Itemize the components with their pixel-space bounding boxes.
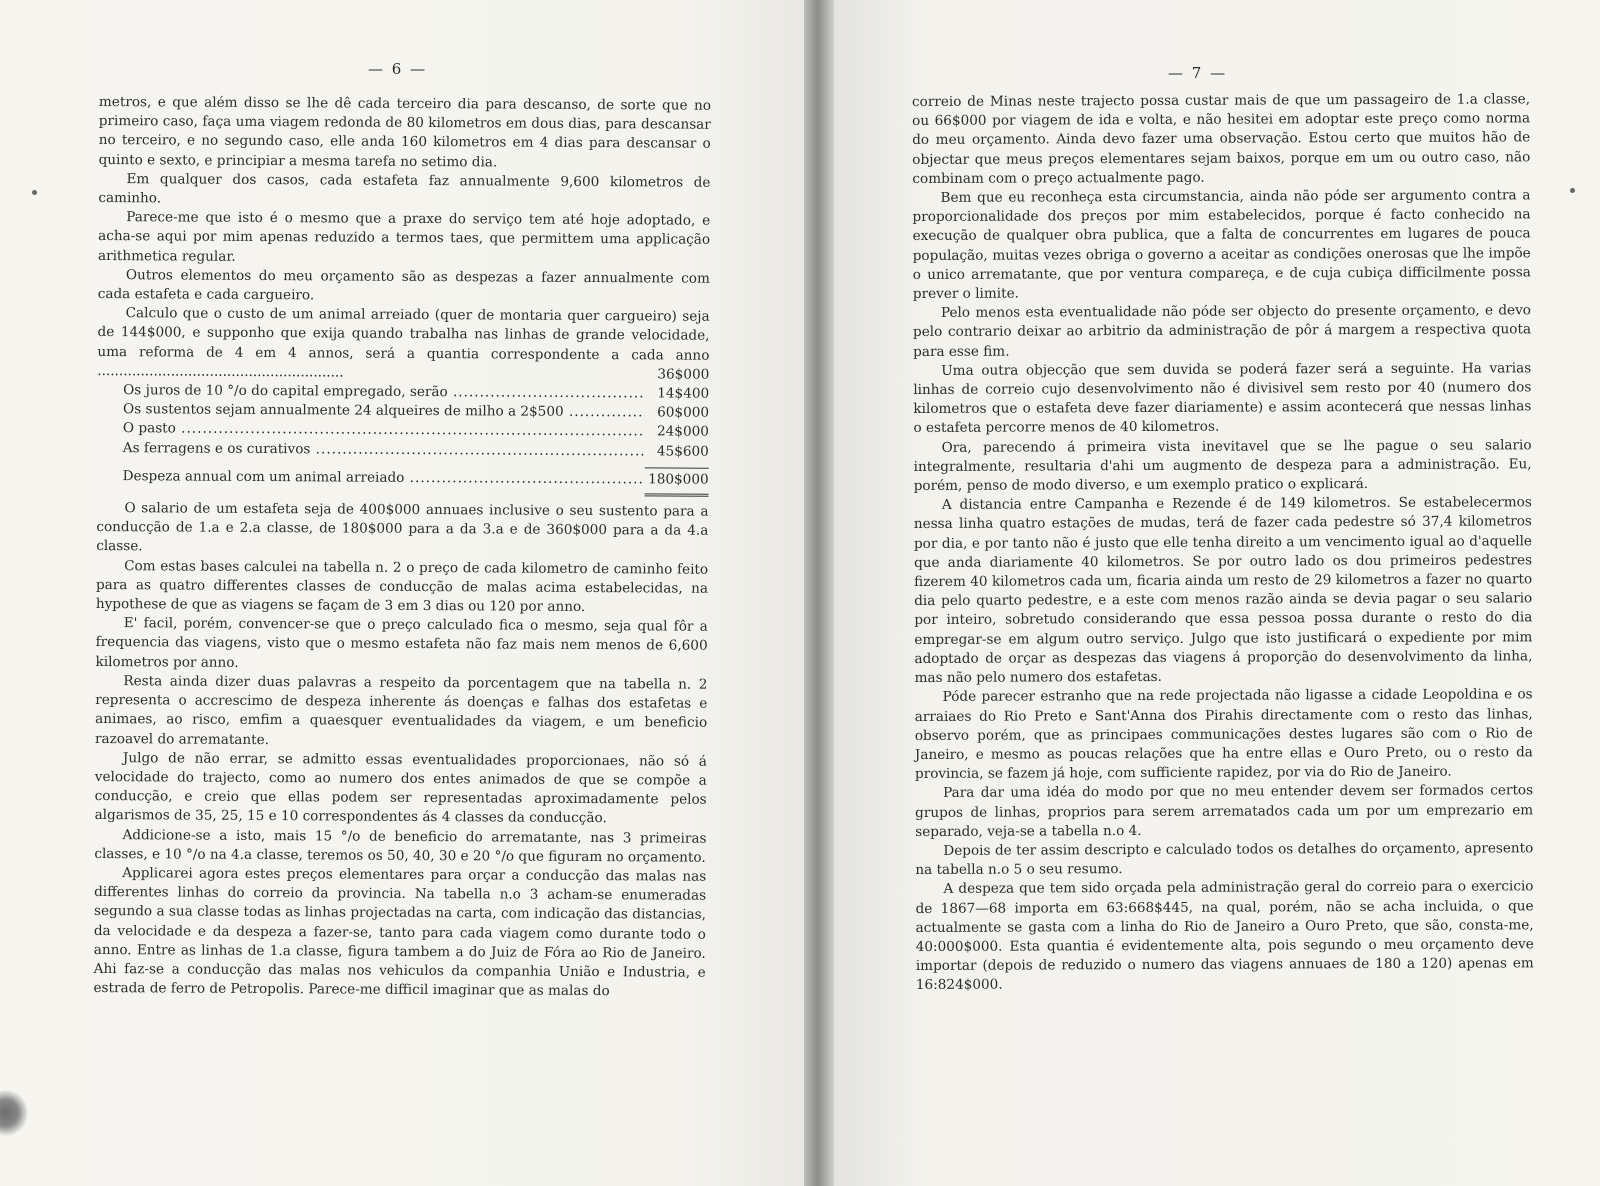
paragraph: Pelo menos esta eventualidade não póde ser objecto do presente orçamento, e devo pelo contrario deixar ao arbitrio da administração de pôr á margem a respectiva quota para esse fim.: [913, 302, 1532, 360]
paragraph: Outros elementos do meu orçamento são as despezas a fazer annualmente com cada estafeta e cada cargueiro.: [97, 266, 710, 304]
paragraph: Parece-me que isto é o mesmo que a praxe do serviço tem até hoje adoptado, e acha-se aqui por mim apenas reduzido a termos taes, que permittem uma applicação arithmetica regular.: [97, 209, 711, 265]
cost-row: [97, 439, 709, 462]
paragraph: O salario de um estafeta seja de 400$000 annuaes inclusive o seu sustento para a conducção de 1.a e 2.a classe, de 180$000 para a da 3.a e de 360$000 para a da 4.a classe.: [96, 500, 709, 555]
paragraph: Addicione-se a isto, mais 15 °/o de beneficio do arrematante, nas 3 primeiras classes, e 10 °/o na 4.a classe, teremos os 50, 40, 30 e 20 °/o que figuram no orçamento.: [94, 826, 707, 866]
paper-speck: [32, 190, 37, 195]
cost-amount: 60$000: [657, 404, 710, 421]
cost-label: Os juros de 10 °/o do capital empregado, serão .....: [97, 381, 645, 404]
paragraph: Resta ainda dizer duas palavras a respeito da porcentagem que na tabella n. 2 representa o accrescimo de despeza inherente ás doenças e falhas dos estafetas e animaes, ao risco, emfim a quaesquer eventualidades da viagem, e um beneficio razoavel do arrematante.: [95, 673, 708, 748]
paragraph: A distancia entre Campanha e Rezende é de 149 kilometros. Se estabelecermos nessa linha quatro estações de mudas, terá de fazer cada pedestre só 37,4 kilometros por dia, e por tanto não é justo que elle tenha direito a um vencimento igual ao d'aquelle que anda diariamente 40 kilometros. Se por outro lado os dou primeiros pedestres fizerem 40 kilometros cada um, ficaria ainda um resto de 29 kilometros a fazer no quarto dia pelo quarto pedestre, e a este com menos razão ainda se devia pagar o seu salario por inteiro, sobretudo considerando que essa pessoa possa durante o resto do dia empregar-se em algum outro serviço. Julgo que isto justificará o expediente por mim adoptado de orçar as despezas das viagens á proporção do desenvolvimento da linha, mas não pelo numero dos estafetas.: [913, 494, 1533, 687]
paragraph: Ora, parecendo á primeira vista inevitavel que se lhe pague o seu salario integralmente, resultaria d'ahi um augmento de despeza para a administração. Eu, porém, penso de modo diverso, e um exemplo pratico o explicará.: [913, 436, 1532, 495]
binder-clip-shadow: [0, 1090, 28, 1136]
page-number: — 6 —: [368, 60, 428, 78]
cost-label: As ferragens e os curativos .....: [97, 439, 645, 462]
paragraph: Bem que eu reconheça esta circumstancia, ainda não póde ser argumento contra a proporcionalidade dos preços por mim estabelecidos, porque é facto conhecido na execução de qualquer obra publica, que a falta de concurrentes em lugares de pouca população, muitas vezes obriga o governo a aceitar as condições onerosas que lhe impõe o unico arrematante, que por ventura compareça, e de cuja cubiça difficilmente possa prever o limite.: [912, 187, 1531, 303]
cost-total: [97, 464, 709, 497]
paper-speck: [1570, 188, 1575, 193]
paragraph: correio de Minas neste trajecto possa custar mais de que um passageiro de 1.a classe, ou 66$000 por viagem de ida e volta, e não hesitei em adoptar este preço como norma do meu orçamento. Ainda devo fazer uma observação. Estou certo que muitos hão de objectar que meus preços elementares sejam baixos, porque em um ou outro caso, não combinam com o preço actualmente pago.: [912, 91, 1531, 187]
text-column: [93, 93, 711, 1002]
cost-amount: 36$000: [657, 366, 710, 383]
cost-label: Os sustentos sejam annualmente 24 alqueires de milho a 2$500 .....: [97, 400, 645, 423]
paragraph: Applicarei agora estes preços elementares para orçar a conducção das malas nas differentes linhas do correio da provincia. Na tabella n.o 3 acham-se enumeradas segundo a sua classe todas as linhas projectadas na carta, com indicação das distancias, da velocidade e da despeza a fazer-se, tanto para cada viagem como durante todo o anno. Entre as linhas de 1.a classe, figura tambem a do Juiz de Fóra ao Rio de Janeiro. Ahi faz-se a conducção das malas nos vehiculos da companhia União e Industria, e estrada de ferro de Petropolis. Parece-me difficil imaginar que as malas do: [93, 865, 707, 1000]
page-7: [834, 0, 1600, 1186]
total-amount: 180$000: [645, 467, 709, 497]
cost-amount: 24$000: [656, 423, 709, 441]
paragraph: metros, e que além disso se lhe dê cada terceiro dia para descanso, de sorte que no primeiro caso, faça uma viagem redonda de 80 kilometros em dous dias, para descansar no terceiro, e no segundo caso, elle anda 160 kilometros em 4 dias para descansar o quinto e sexto, e principiar a mesma tarefa no setimo dia.: [98, 93, 711, 171]
paragraph: Calculo que o custo de um animal arreiado (quer de montaria quer cargueiro) seja de 144$000, e supponho que exija quando trabalha nas linhas de grande velocidade, uma reforma de 4 em 4 annos, será a quantia correspondente a cada anno ......................................................... 36$000: [97, 304, 709, 385]
paragraph: Uma outra objecção que sem duvida se poderá fazer será a seguinte. Ha varias linhas de correio cujo desenvolvimento não é divisivel sem resto por 40 (numero dos kilometros que o estafeta deve fazer diariamente) e assim acontecerá que nessas linhas o estafeta percorre menos de 40 kilometros.: [913, 360, 1532, 437]
book-gutter: [804, 0, 834, 1186]
page-number: — 7 —: [1168, 64, 1228, 82]
paragraph: Julgo de não errar, se admitto essas eventualidades proporcionaes, não só á velocidade do trajecto, como ao numero dos entes animados de que se compõe a conducção, e creio que ellas podem ser representadas aproximadamente pelos algarismos de 35, 25, 15 e 10 correspondentes ás 4 classes da conducção.: [94, 749, 707, 827]
paragraph: Para dar uma idéa do modo por que no meu entender devem ser formados certos grupos de linhas, proprios para serem arrematados cada um por um emprezario em separado, veja-se a tabella n.o 4.: [915, 782, 1534, 840]
text-column: [912, 90, 1534, 995]
paragraph: A despeza que tem sido orçada pela administração geral do correio para o exercicio de 1867—68 importa em 63:668$445, na qual, porém, não se acha incluida, o que actualmente se gasta com a linha do Rio de Janeiro a Ouro Preto, que são, consta-me, 40:000$000. Esta quantia é evidentemente alta, pois segundo o meu orçamento deve importar (depois de reduzido o numero das viagens annuaes de 180 a 120) apenas em 16:824$000.: [915, 878, 1534, 994]
total-label: Despeza annual com um animal arreiado .....: [97, 467, 645, 490]
paragraph: Depois de ter assim descripto e calculado todos os detalhes do orçamento, apresento na tabella n.o 5 o seu resumo.: [915, 840, 1534, 879]
cost-label: O pasto .....: [97, 419, 645, 442]
cost-amount: 45$600: [656, 443, 709, 460]
paragraph: Em qualquer dos casos, cada estafeta faz annualmente 9,600 kilometros de caminho.: [98, 170, 711, 207]
paragraph: Póde parecer estranho que na rede projectada não ligasse a cidade Leopoldina e os arraiaes do Rio Preto e Sant'Anna dos Pirahis directamente com o resto das linhas, observo porém, que as principaes communicações destes lugares são com o Rio de Janeiro, e mesmo as poucas relações que ha entre ellas e Ouro Preto, ou o resto da provincia, se fazem já hoje, com sufficiente rapidez, por via do Rio de Janeiro.: [914, 686, 1533, 783]
paragraph: Com estas bases calculei na tabella n. 2 o preço de cada kilometro de caminho feito para as quatro differentes classes de conducção de malas acima estabelecidas, na hypothese de que as viagens se façam de 3 em 3 dias ou 120 por anno.: [95, 557, 709, 616]
paragraph: E' facil, porém, convencer-se que o preço calculado fica o mesmo, seja qual fôr a frequencia das viagens, visto que o mesmo estafeta não faz mais nem menos de 6,600 kilometros por anno.: [95, 615, 708, 671]
cost-amount: 14$400: [657, 385, 710, 402]
